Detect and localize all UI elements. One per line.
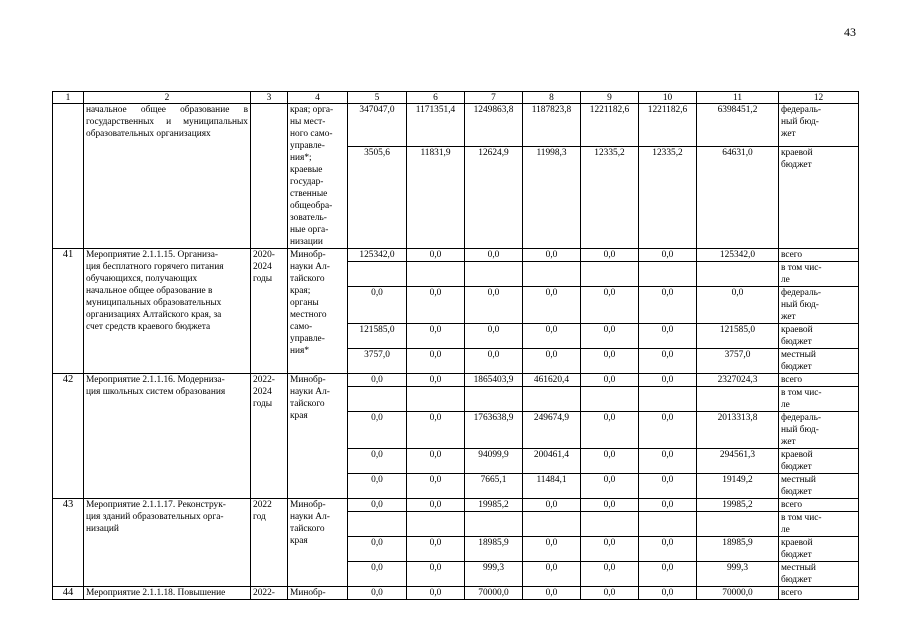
amount-cell: 999,3: [465, 562, 523, 587]
text-line: ле: [781, 400, 790, 410]
amount-cell: 0,0: [348, 537, 407, 562]
text-line: 2022-: [253, 588, 275, 598]
text-line: жет: [781, 129, 796, 139]
text-line: всего: [781, 250, 803, 260]
amount-cell: 0,0: [523, 537, 581, 562]
text-line: в том чис-: [781, 513, 822, 523]
text-line: организациях Алтайского края, за: [86, 310, 222, 320]
text-line: бюджет: [781, 575, 812, 585]
amount-cell: [465, 262, 523, 287]
text-line: края: [290, 536, 308, 546]
amount-cell: 0,0: [639, 324, 697, 349]
amount-cell: 12335,2: [581, 147, 639, 249]
measure-name: [84, 499, 251, 587]
column-number: 3: [251, 92, 288, 104]
amount-cell: 125342,0: [348, 249, 407, 262]
measure-name: начальное общее образование в государственных и муниципальных образовательных организациях: [84, 104, 251, 249]
amount-cell: 18985,9: [465, 537, 523, 562]
column-number: 12: [779, 92, 859, 104]
amount-cell: 0,0: [348, 374, 407, 387]
text-line: счет средств краевого бюджета: [86, 322, 211, 332]
amount-cell: 11484,1: [523, 474, 581, 499]
amount-cell: 70000,0: [465, 587, 523, 600]
text-line: Мероприятие 2.1.1.16. Модерниза-: [86, 375, 225, 385]
amount-cell: 0,0: [639, 374, 697, 387]
executor: [288, 104, 348, 249]
amount-cell: 0,0: [581, 249, 639, 262]
amount-cell: 3757,0: [348, 349, 407, 374]
text-line: бюджет: [781, 462, 812, 472]
budget-source: [779, 262, 859, 287]
amount-cell: 0,0: [407, 249, 465, 262]
amount-cell: 121585,0: [697, 324, 779, 349]
years: [251, 104, 288, 249]
budget-source: [779, 474, 859, 499]
text-line: 2020-: [253, 250, 275, 260]
amount-cell: 0,0: [581, 474, 639, 499]
budget-source: [779, 147, 859, 249]
text-line: обучающихся, получающих: [86, 274, 198, 284]
amount-cell: 70000,0: [697, 587, 779, 600]
budget-source: [779, 104, 859, 147]
amount-cell: 294561,3: [697, 449, 779, 474]
text-line: ция бесплатного горячего питания: [86, 262, 224, 272]
amount-cell: 0,0: [407, 287, 465, 324]
row-number: 42: [53, 374, 84, 499]
text-line: низации: [290, 237, 323, 247]
text-line: федераль-: [781, 288, 822, 298]
amount-cell: 1171351,4: [407, 104, 465, 147]
column-number: 10: [639, 92, 697, 104]
text-line: науки Ал-: [290, 387, 330, 397]
text-line: краевой: [781, 450, 813, 460]
budget-source: [779, 287, 859, 324]
amount-cell: 0,0: [581, 562, 639, 587]
text-line: муниципальных образовательных: [86, 298, 222, 308]
amount-cell: 0,0: [639, 499, 697, 512]
amount-cell: 0,0: [523, 249, 581, 262]
table-row: [53, 249, 859, 262]
text-line: жет: [781, 437, 796, 447]
amount-cell: [465, 387, 523, 412]
amount-cell: 0,0: [639, 537, 697, 562]
measure-name: [84, 374, 251, 499]
amount-cell: 6398451,2: [697, 104, 779, 147]
budget-source: [779, 562, 859, 587]
amount-cell: 12335,2: [639, 147, 697, 249]
amount-cell: 0,0: [523, 562, 581, 587]
amount-cell: 0,0: [639, 587, 697, 600]
text-line: местный: [781, 563, 816, 573]
amount-cell: 0,0: [407, 474, 465, 499]
text-line: в том чис-: [781, 263, 822, 273]
amount-cell: 0,0: [639, 449, 697, 474]
text-line: всего: [781, 375, 803, 385]
budget-source: [779, 249, 859, 262]
text-line: ния*: [290, 346, 310, 356]
text-line: Минобр-: [290, 500, 326, 510]
row-number: [53, 104, 84, 249]
amount-cell: 3757,0: [697, 349, 779, 374]
amount-cell: 0,0: [348, 287, 407, 324]
amount-cell: 0,0: [523, 349, 581, 374]
amount-cell: 0,0: [581, 449, 639, 474]
program-table: [52, 91, 859, 600]
text-line: Мероприятие 2.1.1.17. Реконструк-: [86, 500, 226, 510]
years: [251, 374, 288, 499]
amount-cell: [639, 262, 697, 287]
executor: [288, 249, 348, 374]
text-line: органы: [290, 298, 319, 308]
text-line: ле: [781, 525, 790, 535]
text-line: Минобр-: [290, 588, 326, 598]
amount-cell: [407, 262, 465, 287]
amount-cell: 0,0: [639, 249, 697, 262]
column-numbers-row: [53, 92, 859, 104]
amount-cell: [407, 387, 465, 412]
amount-cell: 0,0: [348, 449, 407, 474]
row-number: 44: [53, 587, 84, 600]
text-line: жет: [781, 312, 796, 322]
amount-cell: 0,0: [581, 287, 639, 324]
text-line: само-: [290, 322, 313, 332]
text-line: краевой: [781, 538, 813, 548]
text-line: низаций: [86, 524, 119, 534]
text-line: тайского: [290, 399, 325, 409]
amount-cell: 0,0: [407, 412, 465, 449]
column-number: 9: [581, 92, 639, 104]
amount-cell: [581, 512, 639, 537]
amount-cell: 0,0: [407, 587, 465, 600]
amount-cell: 0,0: [465, 287, 523, 324]
amount-cell: 0,0: [523, 324, 581, 349]
executor: [288, 374, 348, 499]
amount-cell: 0,0: [348, 562, 407, 587]
amount-cell: 0,0: [581, 324, 639, 349]
amount-cell: 0,0: [581, 537, 639, 562]
column-number: 8: [523, 92, 581, 104]
amount-cell: 0,0: [523, 287, 581, 324]
amount-cell: 2013313,8: [697, 412, 779, 449]
column-number: 11: [697, 92, 779, 104]
amount-cell: 1249863,8: [465, 104, 523, 147]
amount-cell: 0,0: [639, 349, 697, 374]
amount-cell: [523, 387, 581, 412]
amount-cell: [523, 512, 581, 537]
amount-cell: 19985,2: [465, 499, 523, 512]
text-line: краевой: [781, 325, 813, 335]
text-line: 2022: [253, 500, 272, 510]
amount-cell: [348, 262, 407, 287]
executor: [288, 499, 348, 587]
text-line: общеобра-: [290, 201, 333, 211]
text-line: Мероприятие 2.1.1.18. Повышение: [86, 588, 226, 598]
budget-source: [779, 537, 859, 562]
years: [251, 249, 288, 374]
amount-cell: 249674,9: [523, 412, 581, 449]
budget-source: [779, 587, 859, 600]
amount-cell: 64631,0: [697, 147, 779, 249]
amount-cell: 0,0: [581, 374, 639, 387]
text-line: 2024: [253, 262, 272, 272]
text-line: бюджет: [781, 337, 812, 347]
text-line: всего: [781, 588, 803, 598]
amount-cell: 12624,9: [465, 147, 523, 249]
amount-cell: [348, 387, 407, 412]
amount-cell: 200461,4: [523, 449, 581, 474]
amount-cell: 0,0: [639, 474, 697, 499]
text-line: ния*;: [290, 153, 312, 163]
column-number: 7: [465, 92, 523, 104]
amount-cell: 461620,4: [523, 374, 581, 387]
amount-cell: 0,0: [639, 562, 697, 587]
amount-cell: 1865403,9: [465, 374, 523, 387]
row-number: 41: [53, 249, 84, 374]
amount-cell: 18985,9: [697, 537, 779, 562]
amount-cell: [639, 387, 697, 412]
amount-cell: [407, 512, 465, 537]
years: [251, 499, 288, 587]
text-line: краевой: [781, 148, 813, 159]
amount-cell: 94099,9: [465, 449, 523, 474]
amount-cell: 19985,2: [697, 499, 779, 512]
measure-name: [84, 587, 251, 600]
text-line: ный бюд-: [781, 117, 819, 127]
amount-cell: 0,0: [348, 474, 407, 499]
amount-cell: 999,3: [697, 562, 779, 587]
text-line: ция зданий образовательных орга-: [86, 512, 224, 522]
text-line: ле: [781, 275, 790, 285]
text-line: краевые: [290, 165, 323, 175]
table-row: [53, 104, 859, 147]
text-line: края;: [290, 286, 311, 296]
amount-cell: 121585,0: [348, 324, 407, 349]
budget-source: [779, 499, 859, 512]
amount-cell: 0,0: [348, 499, 407, 512]
amount-cell: 0,0: [407, 374, 465, 387]
amount-cell: 11998,3: [523, 147, 581, 249]
row-number: 43: [53, 499, 84, 587]
amount-cell: 19149,2: [697, 474, 779, 499]
amount-cell: 0,0: [523, 499, 581, 512]
amount-cell: 0,0: [465, 249, 523, 262]
amount-cell: 0,0: [581, 587, 639, 600]
table-row: [53, 499, 859, 512]
amount-cell: 0,0: [407, 537, 465, 562]
budget-source: [779, 387, 859, 412]
text-line: ственные: [290, 189, 328, 199]
text-line: Минобр-: [290, 250, 326, 260]
budget-source: [779, 512, 859, 537]
budget-source: [779, 412, 859, 449]
amount-cell: 11831,9: [407, 147, 465, 249]
amount-cell: 1221182,6: [581, 104, 639, 147]
amount-cell: 0,0: [581, 349, 639, 374]
amount-cell: 1763638,9: [465, 412, 523, 449]
amount-cell: 0,0: [523, 587, 581, 600]
text-line: бюджет: [781, 550, 812, 560]
text-line: Минобр-: [290, 375, 326, 385]
column-number: 2: [84, 92, 251, 104]
text-line: ный бюд-: [781, 425, 819, 435]
amount-cell: [697, 262, 779, 287]
page-number: 43: [844, 25, 856, 39]
text-line: управле-: [290, 141, 325, 151]
amount-cell: [697, 512, 779, 537]
text-line: федераль-: [781, 413, 822, 423]
text-line: края: [290, 411, 308, 421]
amount-cell: 0,0: [407, 499, 465, 512]
column-number: 5: [348, 92, 407, 104]
amount-cell: 0,0: [407, 562, 465, 587]
text-line: всего: [781, 500, 803, 510]
text-line: зователь-: [290, 213, 327, 223]
text-line: начальное общее образование в: [86, 286, 213, 296]
text-line: годы: [253, 399, 273, 409]
amount-cell: 0,0: [407, 449, 465, 474]
amount-cell: 0,0: [639, 412, 697, 449]
text-line: в том чис-: [781, 388, 822, 398]
column-number: 4: [288, 92, 348, 104]
text-line: 2024: [253, 387, 272, 397]
column-number: 6: [407, 92, 465, 104]
amount-cell: 125342,0: [697, 249, 779, 262]
text-line: год: [253, 512, 266, 522]
budget-source: [779, 374, 859, 387]
amount-cell: 0,0: [465, 349, 523, 374]
measure-name: [84, 249, 251, 374]
text-line: края; орга-: [290, 105, 334, 115]
amount-cell: [523, 262, 581, 287]
amount-cell: 2327024,3: [697, 374, 779, 387]
table-row: [53, 374, 859, 387]
text-line: тайского: [290, 524, 325, 534]
text-line: бюджет: [781, 160, 812, 171]
amount-cell: 0,0: [697, 287, 779, 324]
amount-cell: 0,0: [465, 324, 523, 349]
amount-cell: 0,0: [348, 587, 407, 600]
text-line: ны мест-: [290, 117, 326, 127]
table-row: [53, 587, 859, 600]
amount-cell: 347047,0: [348, 104, 407, 147]
column-number: 1: [53, 92, 84, 104]
text-line: 2022-: [253, 375, 275, 385]
text-line: управле-: [290, 334, 325, 344]
amount-cell: [581, 262, 639, 287]
text-line: ный бюд-: [781, 300, 819, 310]
budget-source: [779, 324, 859, 349]
text-line: ция школьных систем образования: [86, 387, 226, 397]
budget-source: [779, 449, 859, 474]
text-line: годы: [253, 274, 273, 284]
amount-cell: 0,0: [348, 412, 407, 449]
amount-cell: [581, 387, 639, 412]
text-line: ные орга-: [290, 225, 329, 235]
text-line: науки Ал-: [290, 262, 330, 272]
text-line: ного само-: [290, 129, 333, 139]
amount-cell: [639, 512, 697, 537]
text-line: федераль-: [781, 105, 822, 115]
amount-cell: [348, 512, 407, 537]
text-line: бюджет: [781, 487, 812, 497]
text-line: бюджет: [781, 362, 812, 372]
amount-cell: [697, 387, 779, 412]
amount-cell: 0,0: [581, 499, 639, 512]
years: [251, 587, 288, 600]
amount-cell: 0,0: [581, 412, 639, 449]
amount-cell: 0,0: [407, 324, 465, 349]
amount-cell: 0,0: [407, 349, 465, 374]
amount-cell: 1187823,8: [523, 104, 581, 147]
text-line: науки Ал-: [290, 512, 330, 522]
amount-cell: 3505,6: [348, 147, 407, 249]
amount-cell: 1221182,6: [639, 104, 697, 147]
amount-cell: [465, 512, 523, 537]
text-line: местный: [781, 350, 816, 360]
amount-cell: 7665,1: [465, 474, 523, 499]
executor: [288, 587, 348, 600]
text-line: государ-: [290, 177, 324, 187]
text-line: Мероприятие 2.1.1.15. Организа-: [86, 250, 219, 260]
text-line: тайского: [290, 274, 325, 284]
amount-cell: 0,0: [639, 287, 697, 324]
budget-source: [779, 349, 859, 374]
text-line: местного: [290, 310, 327, 320]
text-line: местный: [781, 475, 816, 485]
